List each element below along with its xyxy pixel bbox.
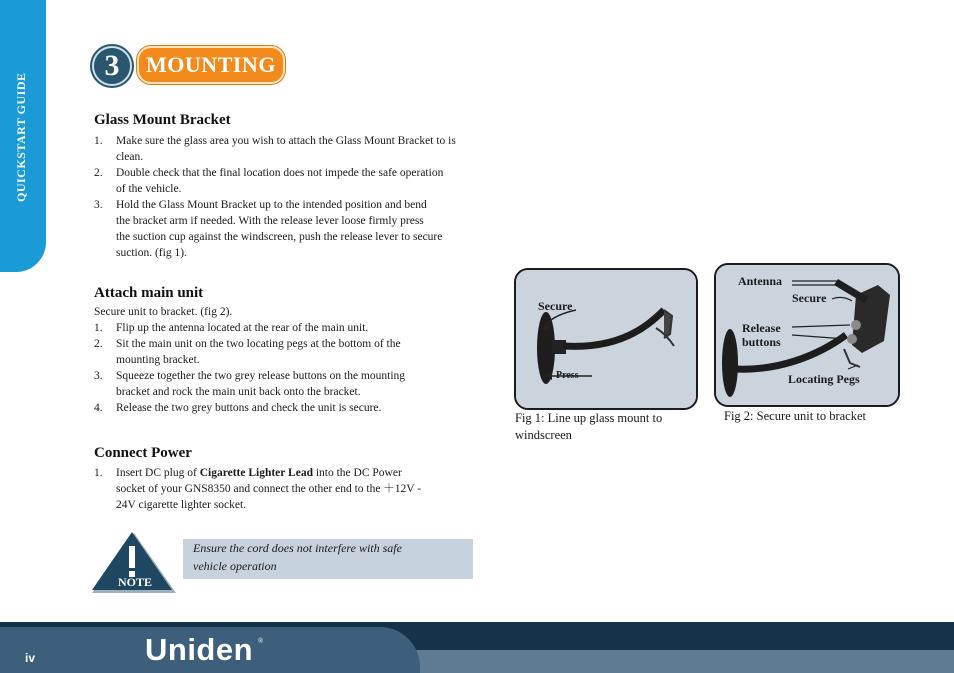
attach-steps-list [94, 320, 464, 416]
note-text: vehicle operation [193, 559, 277, 573]
fig1-secure-label: Secure [538, 299, 573, 313]
step-text: Sit the main unit on the two locating pegs at the bottom of the [116, 338, 401, 350]
figure-1-image [514, 268, 698, 410]
step-text: the suction cup against the windscreen, push the release lever to secure [116, 231, 443, 243]
glass-mount-illustration [516, 270, 696, 408]
power-steps-list [94, 465, 464, 513]
step-text-part: Insert DC plug of [116, 467, 200, 479]
fig2-locating-pegs-label: Locating Pegs [788, 372, 860, 386]
fig2-release-label-2: buttons [742, 335, 781, 349]
step-text: clean. [116, 151, 144, 163]
step-number: 3. [94, 199, 103, 211]
section-heading-attach: Attach main unit [94, 285, 204, 301]
caption-text: Fig 1: Line up glass mount to [515, 411, 663, 425]
caption-text: windscreen [515, 428, 572, 442]
list-item [94, 336, 464, 368]
list-item [94, 320, 464, 336]
glass-steps-list [94, 133, 479, 261]
step-text: socket of your GNS8350 and connect the other end to the ＋12V - [116, 483, 422, 495]
fig2-secure-label: Secure [792, 291, 827, 305]
page-title: MOUNTING [137, 46, 285, 84]
step-number: 3. [94, 370, 103, 382]
step-text: Flip up the antenna located at the rear of the main unit. [116, 322, 369, 334]
step-number: 4. [94, 402, 103, 414]
step-text [116, 465, 464, 481]
note-box [183, 539, 473, 579]
step-text: Squeeze together the two grey release buttons on the mounting [116, 370, 406, 382]
list-item [94, 133, 479, 165]
step-text: mounting bracket. [116, 354, 200, 366]
cigarette-lighter-lead-term: Cigarette Lighter Lead [199, 467, 313, 479]
sidebar-tab [0, 0, 46, 272]
figure-2-caption: Fig 2: Secure unit to bracket [724, 409, 866, 423]
note-text: Ensure the cord does not interfere with safe [193, 541, 402, 555]
figure-1-caption [515, 410, 662, 444]
fig2-release-label-1: Release [742, 321, 781, 335]
page-number: iv [25, 651, 36, 665]
attach-intro: Secure unit to bracket. (fig 2). [94, 306, 233, 318]
step-text: the bracket arm if needed. With the release lever loose firmly press [116, 215, 424, 227]
step-text: of the vehicle. [116, 183, 182, 195]
section-heading-glass: Glass Mount Bracket [94, 112, 231, 128]
list-item [94, 400, 464, 416]
step-text: Double check that the final location does not impede the safe operation [116, 167, 444, 179]
list-item [94, 197, 479, 261]
step-text: Release the two grey buttons and check the unit is secure. [116, 402, 382, 414]
step-number: 1. [94, 467, 103, 479]
step-number: 1. [94, 322, 103, 334]
sidebar-label: QUICKSTART GUIDE [14, 72, 28, 202]
step-number: 2. [94, 167, 103, 179]
step-number: 2. [94, 338, 103, 350]
step-number-badge: 3 [92, 46, 132, 86]
fig2-antenna-label: Antenna [738, 274, 783, 288]
unit-bracket-illustration [716, 265, 898, 405]
step-text: Make sure the glass area you wish to attach the Glass Mount Bracket to is [116, 135, 456, 147]
section-heading-power: Connect Power [94, 445, 192, 461]
step-text: 24V cigarette lighter socket. [116, 499, 247, 511]
figure-2-image [714, 263, 900, 407]
list-item [94, 368, 464, 400]
list-item [94, 165, 479, 197]
step-text: suction. (fig 1). [116, 247, 187, 259]
step-text: Hold the Glass Mount Bracket up to the intended position and bend [116, 199, 427, 211]
step-number: 1. [94, 135, 103, 147]
step-text-part: into the DC Power [312, 467, 402, 479]
note-warning-icon [90, 530, 178, 596]
note-icon-label: NOTE [117, 575, 153, 589]
uniden-logo: Uniden [145, 632, 254, 667]
registered-mark: ® [258, 637, 264, 645]
fig1-press-label: Press [556, 370, 579, 381]
list-item [94, 465, 464, 513]
step-text: bracket and rock the main unit back onto the bracket. [116, 386, 361, 398]
